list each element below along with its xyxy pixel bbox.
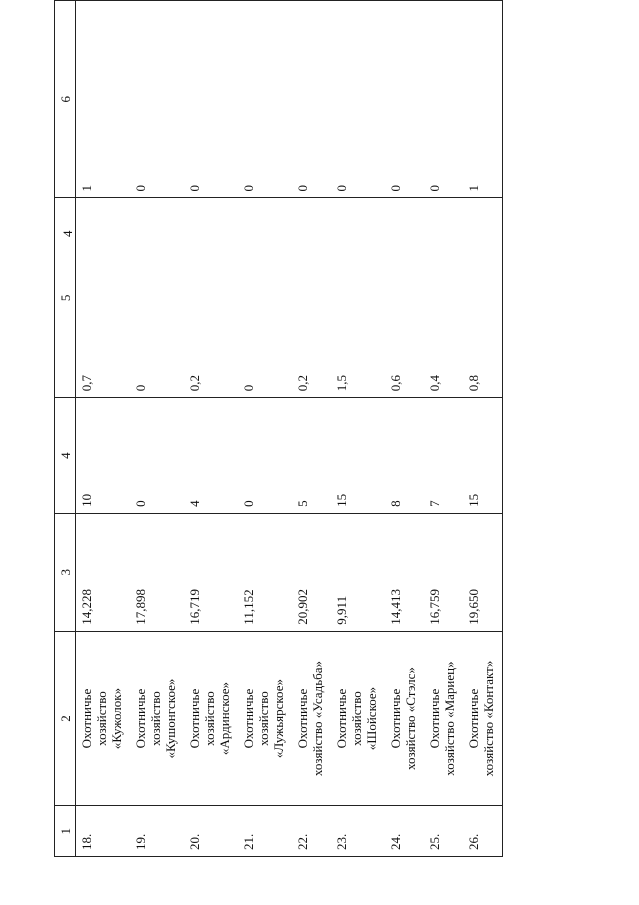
farm-name [76, 631, 131, 806]
farm-name-line: хозяйство [94, 691, 109, 746]
col6-value: 0 [331, 1, 385, 198]
count-value: 0 [130, 398, 184, 514]
density-value: 0,7 [76, 198, 131, 398]
col6-value: 0 [184, 1, 238, 198]
col6-value: 0 [130, 1, 184, 198]
farm-name-line: Охотничье [241, 688, 256, 749]
farm-name-line: хозяйство [148, 691, 163, 746]
header-row [55, 1, 76, 857]
area-value: 17,898 [130, 513, 184, 631]
farm-name-line: хозяйство «Мариец» [442, 661, 457, 776]
row-number: 19. [130, 806, 184, 857]
table-body [76, 1, 503, 857]
count-value: 0 [238, 398, 292, 514]
area-value: 14,413 [385, 513, 424, 631]
area-value: 9,911 [331, 513, 385, 631]
farm-name-line: «Кужолок» [109, 687, 124, 750]
hunting-farms-table [54, 0, 503, 857]
area-value: 14,228 [76, 513, 131, 631]
density-value: 0,8 [463, 198, 503, 398]
farm-name-line: хозяйство [256, 691, 271, 746]
table-row [238, 1, 292, 857]
farm-name-line: Охотничье [187, 688, 202, 749]
density-value: 1,5 [331, 198, 385, 398]
area-value: 16,719 [184, 513, 238, 631]
farm-name-line: Охотничье [466, 688, 481, 749]
area-value: 11,152 [238, 513, 292, 631]
area-value: 16,759 [424, 513, 463, 631]
table-row [331, 1, 385, 857]
area-value: 19,650 [463, 513, 503, 631]
farm-name-line: Охотничье [388, 688, 403, 749]
farm-name-line: хозяйство «Усадьба» [310, 660, 325, 777]
farm-name-line: хозяйство «Стэлс» [403, 667, 418, 771]
row-number: 22. [292, 806, 331, 857]
farm-name-line: Охотничье [133, 688, 148, 749]
count-value: 5 [292, 398, 331, 514]
column-header: 6 [55, 1, 76, 198]
table-row [385, 1, 424, 857]
col6-value: 0 [424, 1, 463, 198]
page-number: 4 [60, 230, 75, 237]
table-row [130, 1, 184, 857]
row-number: 24. [385, 806, 424, 857]
column-header: 4 [55, 398, 76, 514]
col6-value: 0 [385, 1, 424, 198]
column-header: 5 [55, 198, 76, 398]
farm-name [130, 631, 184, 806]
row-number: 18. [76, 806, 131, 857]
farm-name [238, 631, 292, 806]
count-value: 7 [424, 398, 463, 514]
table-row [76, 1, 131, 857]
farm-name-line: «Ардинское» [217, 681, 232, 756]
count-value: 8 [385, 398, 424, 514]
density-value: 0 [130, 198, 184, 398]
column-header: 3 [55, 513, 76, 631]
row-number: 21. [238, 806, 292, 857]
farm-name-line: «Шойское» [364, 686, 379, 751]
farm-name [463, 631, 503, 806]
farm-name-line: хозяйство [202, 691, 217, 746]
column-header: 2 [55, 631, 76, 806]
table-row [184, 1, 238, 857]
table-row [292, 1, 331, 857]
density-value: 0,2 [292, 198, 331, 398]
column-header: 1 [55, 806, 76, 857]
col6-value: 1 [76, 1, 131, 198]
farm-name-line: хозяйство «Контакт» [481, 660, 496, 777]
density-value: 0,6 [385, 198, 424, 398]
density-value: 0 [238, 198, 292, 398]
col6-value: 0 [238, 1, 292, 198]
count-value: 15 [463, 398, 503, 514]
row-number: 26. [463, 806, 503, 857]
col6-value: 1 [463, 1, 503, 198]
farm-name-line: Охотничье [295, 688, 310, 749]
row-number: 25. [424, 806, 463, 857]
farm-name [424, 631, 463, 806]
farm-name-line: «Кушонгское» [163, 678, 178, 759]
area-value: 20,902 [292, 513, 331, 631]
farm-name-line: Охотничье [334, 688, 349, 749]
count-value: 15 [331, 398, 385, 514]
table-row [424, 1, 463, 857]
farm-name [184, 631, 238, 806]
col6-value: 0 [292, 1, 331, 198]
farm-name-line: хозяйство [349, 691, 364, 746]
count-value: 4 [184, 398, 238, 514]
farm-name [385, 631, 424, 806]
farm-name-line: «Лужьярское» [271, 679, 286, 759]
farm-name-line: Охотничье [427, 688, 442, 749]
row-number: 20. [184, 806, 238, 857]
farm-name [331, 631, 385, 806]
farm-name-line: Охотничье [79, 688, 94, 749]
farm-name [292, 631, 331, 806]
row-number: 23. [331, 806, 385, 857]
count-value: 10 [76, 398, 131, 514]
density-value: 0,2 [184, 198, 238, 398]
table-row [463, 1, 503, 857]
density-value: 0,4 [424, 198, 463, 398]
